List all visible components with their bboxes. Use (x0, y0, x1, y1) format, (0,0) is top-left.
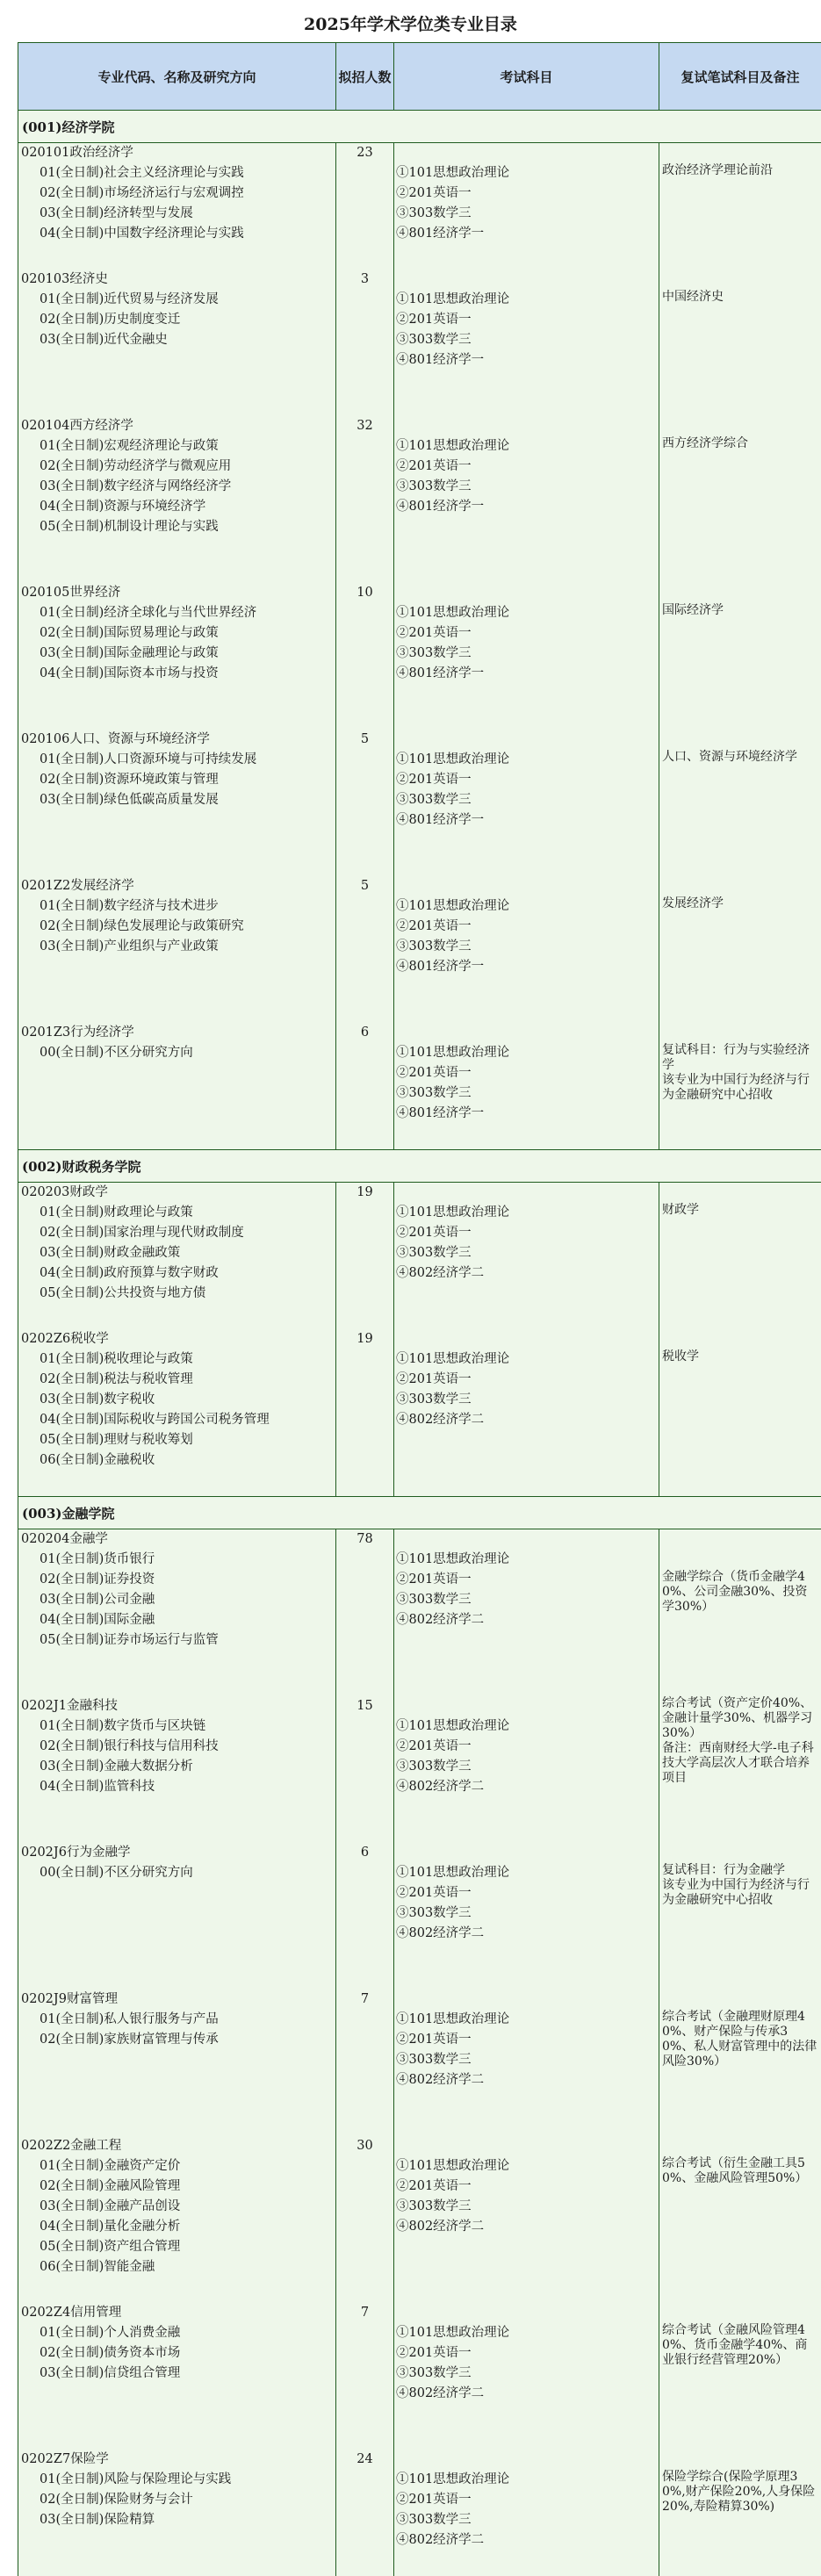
exam-subject: ④801经济学一 (394, 810, 659, 831)
quota-value: 78 (336, 1529, 393, 1550)
subjects-cell (394, 583, 659, 730)
exam-subject: ①101思想政治理论 (394, 163, 659, 183)
quota-value: 15 (336, 1696, 393, 1716)
major-row (18, 143, 821, 270)
research-direction: 03(全日制)产业组织与产业政策 (18, 937, 335, 957)
quota-cell (336, 1990, 394, 2136)
research-direction: 01(全日制)经济全球化与当代世界经济 (18, 603, 335, 623)
quota-value: 10 (336, 583, 393, 603)
research-direction: 02(全日制)市场经济运行与宏观调控 (18, 183, 335, 204)
exam-subject: ④802经济学二 (394, 1263, 659, 1284)
major-row (18, 1329, 821, 1497)
quota-value: 6 (336, 1023, 393, 1043)
subjects-cell (394, 1023, 659, 1150)
major-cell (18, 1023, 336, 1150)
major-cell (18, 1529, 336, 1697)
research-direction: 04(全日制)量化金融分析 (18, 2217, 335, 2237)
header-notes: 复试笔试科目及备注 (659, 43, 821, 111)
research-direction: 04(全日制)国际金融 (18, 1610, 335, 1630)
exam-subject: ③303数学三 (394, 477, 659, 497)
exam-subject: ②201英语一 (394, 183, 659, 204)
exam-subject: ②201英语一 (394, 623, 659, 644)
major-row (18, 1843, 821, 1990)
spacer (659, 270, 821, 290)
research-direction: 04(全日制)政府预算与数字财政 (18, 1263, 335, 1284)
retest-note: 综合考试（金融风险管理40%、货币金融学40%、商业银行经营管理20%） (659, 2323, 821, 2368)
retest-note: 中国经济史 (659, 290, 821, 305)
notes-cell (659, 730, 821, 876)
major-row (18, 2450, 821, 2576)
notes-cell (659, 1023, 821, 1150)
notes-cell (659, 143, 821, 270)
spacer (394, 1990, 659, 2010)
exam-subject: ②201英语一 (394, 1570, 659, 1590)
notes-cell (659, 583, 821, 730)
exam-subject: ③303数学三 (394, 1083, 659, 1104)
research-direction: 02(全日制)绿色发展理论与政策研究 (18, 917, 335, 937)
quota-cell (336, 2450, 394, 2576)
retest-note: 综合考试（金融理财原理40%、财产保险与传承30%、私人财富管理中的法律风险30%） (659, 2010, 821, 2069)
spacer (394, 1183, 659, 1203)
spacer (394, 583, 659, 603)
exam-subject: ②201英语一 (394, 2490, 659, 2510)
notes-cell (659, 416, 821, 583)
quota-cell (336, 730, 394, 876)
exam-subject: ②201英语一 (394, 2343, 659, 2364)
research-direction: 06(全日制)金融税收 (18, 1450, 335, 1471)
major-row (18, 1023, 821, 1150)
quota-value: 5 (336, 876, 393, 896)
major-row (18, 270, 821, 416)
quota-value: 7 (336, 2303, 393, 2323)
spacer (659, 730, 821, 750)
major-name: 020106人口、资源与环境经济学 (18, 730, 335, 750)
retest-note: 金融学综合（货币金融学40%、公司金融30%、投资学30%） (659, 1570, 821, 1615)
exam-subject: ①101思想政治理论 (394, 1550, 659, 1570)
catalog-table (18, 42, 821, 2576)
quota-cell (336, 416, 394, 583)
research-direction: 03(全日制)数字税收 (18, 1390, 335, 1410)
research-direction: 03(全日制)金融产品创设 (18, 2197, 335, 2217)
major-cell (18, 1183, 336, 1330)
research-direction: 03(全日制)国际金融理论与政策 (18, 644, 335, 664)
notes-cell (659, 876, 821, 1023)
spacer (394, 143, 659, 163)
research-direction: 01(全日制)私人银行服务与产品 (18, 2010, 335, 2030)
exam-subject: ①101思想政治理论 (394, 2323, 659, 2343)
research-direction: 01(全日制)税收理论与政策 (18, 1349, 335, 1370)
spacer (394, 416, 659, 436)
subjects-cell (394, 416, 659, 583)
exam-subject: ④801经济学一 (394, 497, 659, 517)
spacer (659, 2303, 821, 2323)
research-direction: 05(全日制)公共投资与地方债 (18, 1284, 335, 1304)
research-direction: 01(全日制)个人消费金融 (18, 2323, 335, 2343)
major-name: 0201Z2发展经济学 (18, 876, 335, 896)
college-name: (003)金融学院 (18, 1497, 821, 1529)
research-direction: 01(全日制)金融资产定价 (18, 2156, 335, 2177)
subjects-cell (394, 1529, 659, 1697)
quota-cell (336, 1696, 394, 1843)
exam-subject: ④802经济学二 (394, 2217, 659, 2237)
exam-subject: ③303数学三 (394, 204, 659, 224)
research-direction: 03(全日制)信贷组合管理 (18, 2364, 335, 2384)
exam-subject: ②201英语一 (394, 2030, 659, 2050)
exam-subject: ④801经济学一 (394, 1104, 659, 1124)
retest-note: 该专业为中国行为经济与行为金融研究中心招收 (659, 1878, 821, 1908)
notes-cell (659, 1529, 821, 1697)
exam-subject: ③303数学三 (394, 2364, 659, 2384)
major-cell (18, 1696, 336, 1843)
exam-subject: ④802经济学二 (394, 2070, 659, 2090)
exam-subject: ②201英语一 (394, 770, 659, 790)
research-direction: 03(全日制)公司金融 (18, 1590, 335, 1610)
research-direction: 03(全日制)绿色低碳高质量发展 (18, 790, 335, 810)
subjects-cell (394, 876, 659, 1023)
spacer (659, 1329, 821, 1349)
research-direction: 03(全日制)数字经济与网络经济学 (18, 477, 335, 497)
page-title: 2025年学术学位类专业目录 (0, 0, 821, 42)
spacer (394, 1843, 659, 1863)
major-name: 0202J9财富管理 (18, 1990, 335, 2010)
spacer (394, 1023, 659, 1043)
quota-value: 19 (336, 1329, 393, 1349)
research-direction: 02(全日制)金融风险管理 (18, 2177, 335, 2197)
subjects-cell (394, 2136, 659, 2303)
quota-cell (336, 1529, 394, 1697)
college-row (18, 1497, 821, 1529)
major-name: 020204金融学 (18, 1529, 335, 1550)
spacer (659, 143, 821, 163)
exam-subject: ①101思想政治理论 (394, 750, 659, 770)
research-direction: 01(全日制)货币银行 (18, 1550, 335, 1570)
exam-subject: ①101思想政治理论 (394, 1716, 659, 1737)
spacer (394, 1696, 659, 1716)
spacer (659, 2136, 821, 2156)
research-direction: 06(全日制)智能金融 (18, 2257, 335, 2277)
research-direction: 03(全日制)金融大数据分析 (18, 1757, 335, 1777)
retest-note: 该专业为中国行为经济与行为金融研究中心招收 (659, 1073, 821, 1103)
research-direction: 02(全日制)证券投资 (18, 1570, 335, 1590)
research-direction: 01(全日制)人口资源环境与可持续发展 (18, 750, 335, 770)
spacer (659, 1183, 821, 1203)
exam-subject: ②201英语一 (394, 457, 659, 477)
quota-value: 5 (336, 730, 393, 750)
major-row (18, 876, 821, 1023)
major-name: 020203财政学 (18, 1183, 335, 1203)
exam-subject: ①101思想政治理论 (394, 436, 659, 457)
exam-subject: ③303数学三 (394, 1390, 659, 1410)
header-subjects: 考试科目 (394, 43, 659, 111)
research-direction: 05(全日制)机制设计理论与实践 (18, 517, 335, 537)
research-direction: 01(全日制)财政理论与政策 (18, 1203, 335, 1223)
research-direction: 04(全日制)国际税收与跨国公司税务管理 (18, 1410, 335, 1430)
major-name: 020101政治经济学 (18, 143, 335, 163)
major-row (18, 2136, 821, 2303)
exam-subject: ④802经济学二 (394, 1610, 659, 1630)
notes-cell (659, 1696, 821, 1843)
notes-cell (659, 2303, 821, 2450)
exam-subject: ③303数学三 (394, 937, 659, 957)
research-direction: 04(全日制)国际资本市场与投资 (18, 664, 335, 684)
research-direction: 01(全日制)数字货币与区块链 (18, 1716, 335, 1737)
research-direction: 02(全日制)资源环境政策与管理 (18, 770, 335, 790)
subjects-cell (394, 1843, 659, 1990)
spacer (394, 730, 659, 750)
spacer (659, 2450, 821, 2470)
subjects-cell (394, 730, 659, 876)
major-name: 020105世界经济 (18, 583, 335, 603)
retest-note: 复试科目：行为金融学 (659, 1863, 821, 1878)
retest-note: 备注：西南财经大学-电子科技大学高层次人才联合培养项目 (659, 1741, 821, 1786)
exam-subject: ②201英语一 (394, 2177, 659, 2197)
exam-subject: ③303数学三 (394, 644, 659, 664)
subjects-cell (394, 1183, 659, 1330)
quota-cell (336, 2303, 394, 2450)
major-cell (18, 143, 336, 270)
major-cell (18, 2450, 336, 2576)
major-name: 0201Z3行为经济学 (18, 1023, 335, 1043)
header-quota: 拟招人数 (336, 43, 394, 111)
research-direction: 00(全日制)不区分研究方向 (18, 1863, 335, 1883)
exam-subject: ④802经济学二 (394, 1410, 659, 1430)
major-row (18, 1183, 821, 1330)
spacer (394, 1529, 659, 1550)
college-row (18, 1150, 821, 1183)
exam-subject: ②201英语一 (394, 917, 659, 937)
research-direction: 01(全日制)社会主义经济理论与实践 (18, 163, 335, 183)
exam-subject: ①101思想政治理论 (394, 1349, 659, 1370)
retest-note: 国际经济学 (659, 603, 821, 618)
exam-subject: ④801经济学一 (394, 224, 659, 244)
exam-subject: ①101思想政治理论 (394, 1863, 659, 1883)
college-name: (001)经济学院 (18, 111, 821, 143)
quota-value: 6 (336, 1843, 393, 1863)
quota-cell (336, 1843, 394, 1990)
major-name: 0202J1金融科技 (18, 1696, 335, 1716)
exam-subject: ①101思想政治理论 (394, 1203, 659, 1223)
major-cell (18, 876, 336, 1023)
spacer (394, 2303, 659, 2323)
exam-subject: ①101思想政治理论 (394, 1043, 659, 1063)
research-direction: 01(全日制)近代贸易与经济发展 (18, 290, 335, 310)
spacer (394, 876, 659, 896)
research-direction: 03(全日制)保险精算 (18, 2510, 335, 2530)
research-direction: 01(全日制)风险与保险理论与实践 (18, 2470, 335, 2490)
quota-cell (336, 1329, 394, 1497)
major-cell (18, 1990, 336, 2136)
research-direction: 02(全日制)银行科技与信用科技 (18, 1737, 335, 1757)
exam-subject: ④801经济学一 (394, 957, 659, 977)
spacer (659, 1843, 821, 1863)
subjects-cell (394, 2303, 659, 2450)
notes-cell (659, 1990, 821, 2136)
subjects-cell (394, 270, 659, 416)
spacer (659, 1023, 821, 1043)
subjects-cell (394, 1990, 659, 2136)
research-direction: 00(全日制)不区分研究方向 (18, 1043, 335, 1063)
exam-subject: ①101思想政治理论 (394, 2010, 659, 2030)
exam-subject: ②201英语一 (394, 1063, 659, 1083)
research-direction: 04(全日制)监管科技 (18, 1777, 335, 1797)
quota-cell (336, 270, 394, 416)
exam-subject: ①101思想政治理论 (394, 896, 659, 917)
notes-cell (659, 270, 821, 416)
research-direction: 02(全日制)国家治理与现代财政制度 (18, 1223, 335, 1243)
notes-cell (659, 2450, 821, 2576)
research-direction: 04(全日制)资源与环境经济学 (18, 497, 335, 517)
research-direction: 05(全日制)资产组合管理 (18, 2237, 335, 2257)
header-major: 专业代码、名称及研究方向 (18, 43, 336, 111)
exam-subject: ④802经济学二 (394, 1777, 659, 1797)
exam-subject: ④801经济学一 (394, 350, 659, 371)
quota-cell (336, 1183, 394, 1330)
quota-cell (336, 1023, 394, 1150)
major-name: 0202Z7保险学 (18, 2450, 335, 2470)
research-direction: 03(全日制)近代金融史 (18, 330, 335, 350)
exam-subject: ③303数学三 (394, 2197, 659, 2217)
subjects-cell (394, 2450, 659, 2576)
subjects-cell (394, 1329, 659, 1497)
quota-cell (336, 876, 394, 1023)
major-row (18, 583, 821, 730)
research-direction: 02(全日制)国际贸易理论与政策 (18, 623, 335, 644)
retest-note: 复试科目：行为与实验经济学 (659, 1043, 821, 1073)
retest-note: 综合考试（衍生金融工具50%、金融风险管理50%） (659, 2156, 821, 2186)
retest-note: 综合考试（资产定价40%、金融计量学30%、机器学习30%） (659, 1696, 821, 1741)
exam-subject: ③303数学三 (394, 1243, 659, 1263)
major-cell (18, 1843, 336, 1990)
quota-value: 3 (336, 270, 393, 290)
exam-subject: ②201英语一 (394, 1883, 659, 1903)
exam-subject: ③303数学三 (394, 2050, 659, 2070)
exam-subject: ③303数学三 (394, 330, 659, 350)
major-cell (18, 270, 336, 416)
quota-cell (336, 143, 394, 270)
research-direction: 02(全日制)家族财富管理与传承 (18, 2030, 335, 2050)
notes-cell (659, 2136, 821, 2303)
major-name: 0202J6行为金融学 (18, 1843, 335, 1863)
major-cell (18, 730, 336, 876)
quota-value: 19 (336, 1183, 393, 1203)
research-direction: 02(全日制)劳动经济学与微观应用 (18, 457, 335, 477)
retest-note: 人口、资源与环境经济学 (659, 750, 821, 765)
major-name: 020103经济史 (18, 270, 335, 290)
quota-value: 32 (336, 416, 393, 436)
header-row (18, 43, 821, 111)
major-row (18, 730, 821, 876)
exam-subject: ④802经济学二 (394, 1924, 659, 1944)
major-cell (18, 416, 336, 583)
research-direction: 01(全日制)宏观经济理论与政策 (18, 436, 335, 457)
college-name: (002)财政税务学院 (18, 1150, 821, 1183)
spacer (394, 2136, 659, 2156)
major-row (18, 1696, 821, 1843)
exam-subject: ③303数学三 (394, 1903, 659, 1924)
exam-subject: ③303数学三 (394, 2510, 659, 2530)
exam-subject: ③303数学三 (394, 790, 659, 810)
major-name: 0202Z2金融工程 (18, 2136, 335, 2156)
major-name: 020104西方经济学 (18, 416, 335, 436)
retest-note: 保险学综合(保险学原理30%,财产保险20%,人身保险20%,寿险精算30%) (659, 2470, 821, 2515)
exam-subject: ④801经济学一 (394, 664, 659, 684)
spacer (659, 1990, 821, 2010)
research-direction: 03(全日制)财政金融政策 (18, 1243, 335, 1263)
subjects-cell (394, 1696, 659, 1843)
research-direction: 05(全日制)理财与税收筹划 (18, 1430, 335, 1450)
retest-note: 政治经济学理论前沿 (659, 163, 821, 178)
quota-value: 7 (336, 1990, 393, 2010)
spacer (659, 1529, 821, 1550)
major-cell (18, 583, 336, 730)
notes-cell (659, 1183, 821, 1330)
major-row (18, 416, 821, 583)
major-cell (18, 1329, 336, 1497)
research-direction: 03(全日制)经济转型与发展 (18, 204, 335, 224)
notes-cell (659, 1329, 821, 1497)
exam-subject: ①101思想政治理论 (394, 2470, 659, 2490)
exam-subject: ③303数学三 (394, 1590, 659, 1610)
spacer (394, 2450, 659, 2470)
research-direction: 04(全日制)中国数字经济理论与实践 (18, 224, 335, 244)
exam-subject: ②201英语一 (394, 310, 659, 330)
exam-subject: ①101思想政治理论 (394, 603, 659, 623)
notes-cell (659, 1843, 821, 1990)
retest-note: 西方经济学综合 (659, 436, 821, 451)
retest-note: 发展经济学 (659, 896, 821, 911)
research-direction: 05(全日制)证券市场运行与监管 (18, 1630, 335, 1651)
major-cell (18, 2303, 336, 2450)
exam-subject: ②201英语一 (394, 1370, 659, 1390)
research-direction: 02(全日制)保险财务与会计 (18, 2490, 335, 2510)
exam-subject: ④802经济学二 (394, 2530, 659, 2551)
spacer (659, 1550, 821, 1570)
exam-subject: ①101思想政治理论 (394, 290, 659, 310)
spacer (659, 416, 821, 436)
major-row (18, 1990, 821, 2136)
major-name: 0202Z4信用管理 (18, 2303, 335, 2323)
quota-cell (336, 2136, 394, 2303)
research-direction: 02(全日制)历史制度变迁 (18, 310, 335, 330)
research-direction: 02(全日制)债务资本市场 (18, 2343, 335, 2364)
spacer (659, 583, 821, 603)
quota-value: 24 (336, 2450, 393, 2470)
subjects-cell (394, 143, 659, 270)
retest-note: 财政学 (659, 1203, 821, 1218)
quota-value: 23 (336, 143, 393, 163)
major-cell (18, 2136, 336, 2303)
research-direction: 02(全日制)税法与税收管理 (18, 1370, 335, 1390)
exam-subject: ④802经济学二 (394, 2384, 659, 2404)
major-row (18, 2303, 821, 2450)
research-direction: 01(全日制)数字经济与技术进步 (18, 896, 335, 917)
spacer (394, 1329, 659, 1349)
major-row (18, 1529, 821, 1697)
exam-subject: ②201英语一 (394, 1737, 659, 1757)
exam-subject: ①101思想政治理论 (394, 2156, 659, 2177)
college-row (18, 111, 821, 143)
exam-subject: ②201英语一 (394, 1223, 659, 1243)
quota-cell (336, 583, 394, 730)
retest-note: 税收学 (659, 1349, 821, 1364)
spacer (394, 270, 659, 290)
quota-value: 30 (336, 2136, 393, 2156)
major-name: 0202Z6税收学 (18, 1329, 335, 1349)
exam-subject: ③303数学三 (394, 1757, 659, 1777)
spacer (659, 876, 821, 896)
